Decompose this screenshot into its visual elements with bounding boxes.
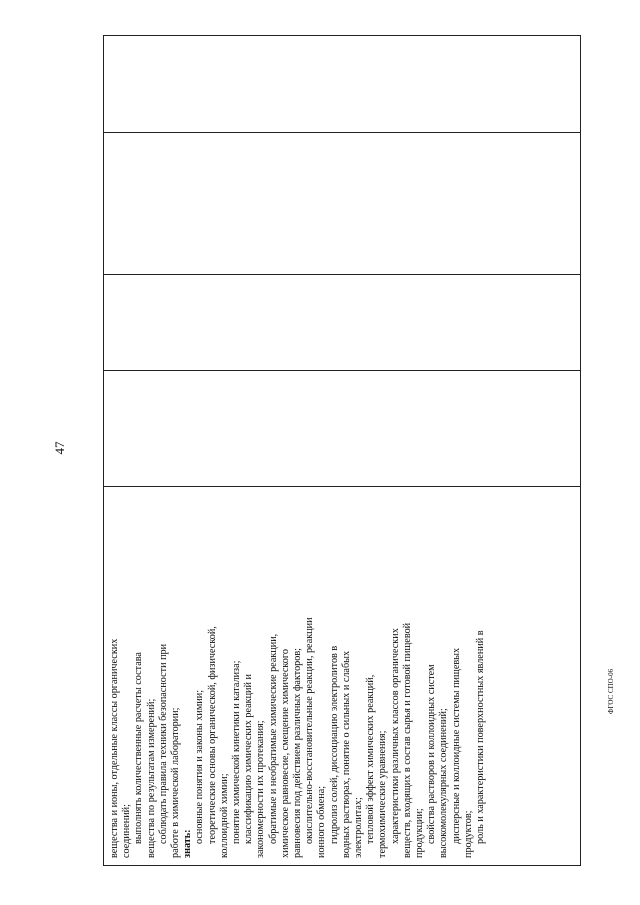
text-line: классификацию химических реакций и (243, 674, 255, 844)
text-line: электролитах; (353, 797, 365, 858)
footer-code: ФГОС СПО-06 (607, 668, 615, 714)
text-line: роль и характеристики поверхностных явлений в (475, 630, 487, 844)
text-line: соблюдать правила техники безопасности при (157, 643, 169, 844)
content-cell (106, 487, 583, 864)
row-divider (104, 132, 580, 133)
text-line: веществ, входящих в состав сырья и готовой пищевой (401, 622, 413, 858)
text-line: свойства растворов и коллоидных систем (426, 664, 438, 844)
row-divider (104, 370, 580, 371)
text-line: вещества и ионы, отдельные классы органических (109, 638, 120, 858)
text-line: химическое равновесие, смещение химического (279, 649, 291, 858)
text-line: коллоидной химии; (218, 773, 230, 858)
text-line: высокомолекулярных соединений; (438, 708, 450, 858)
text-line: окислительно-восстановительные реакции, реакции (304, 617, 316, 844)
text-line: закономерности их протекания; (255, 720, 267, 858)
text-line: гидролиз солей, диссоциацию электролитов в (328, 645, 340, 844)
text-line: тепловой эффект химических реакций, (365, 674, 377, 844)
text-line: термохимические уравнения; (377, 730, 389, 858)
text-line: работе в химической лаборатории; (170, 707, 182, 858)
text-line: равновесия под действием различных факторов; (292, 647, 304, 858)
text-line: водных растворах, понятие о сильных и слабых (340, 650, 352, 858)
text-line: соединений; (121, 804, 133, 858)
text-line: понятие химической кинетики и катализа; (231, 660, 243, 844)
text-line: обратимые и необратимые химические реакции, (267, 633, 279, 844)
text-line: основные понятия и законы химии; (194, 689, 206, 844)
text-line: выполнять количественные расчеты состава (133, 652, 145, 844)
text-line: ионного обмена; (316, 785, 328, 858)
text-line: дисперсные и коллоидные системы пищевых (450, 647, 462, 844)
text-line: характеристики различных классов органических (389, 628, 401, 844)
text-line: продуктов; (462, 810, 474, 858)
text-line: вещества по результатам измерений; (145, 698, 157, 858)
section-heading: знать: (182, 829, 194, 858)
text-line: продукции; (414, 808, 426, 858)
content-table (103, 35, 581, 866)
row-divider (104, 274, 580, 275)
text-line: теоретические основы органической, физической, (206, 626, 218, 844)
page-number: 47 (52, 441, 67, 455)
